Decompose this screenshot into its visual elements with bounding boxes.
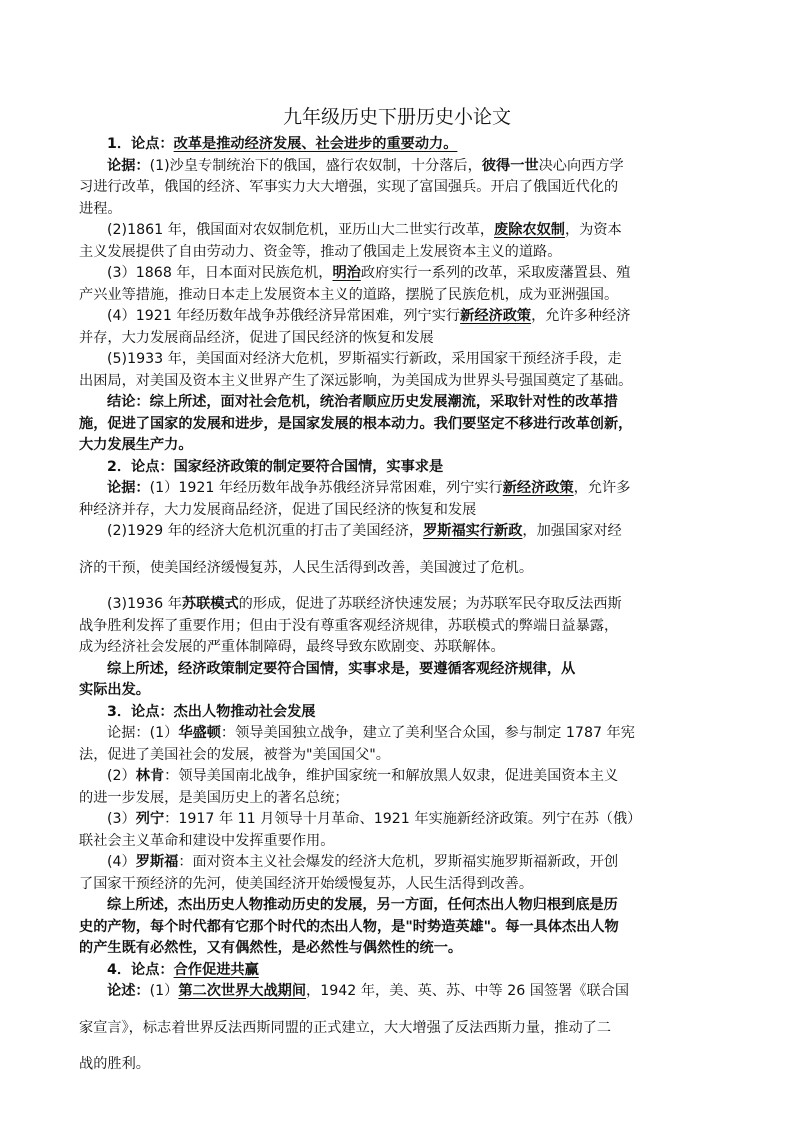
s1-evidence-4-line-1: (4）1921 年经历数年战争苏俄经济异常困难，列宁实行新经济政策，允许多种经济 [107, 308, 631, 324]
s2-evidence-1-line-2: 种经济并存，大力发展商品经济，促进了国民经济的恢复和发展 [79, 501, 477, 518]
s1-evidence-2-line-2: 主义发展提供了自由劳动力、资金等，推动了俄国走上发展资本主义的道路。 [79, 243, 562, 260]
section-3-heading: 3．论点：杰出人物推动社会发展 [107, 703, 316, 720]
s1-evidence-3-line-2: 产兴业等措施，推动日本走上发展资本主义的道路，摆脱了民族危机，成为亚洲强国。 [79, 286, 619, 303]
paragraph-gap [79, 1039, 724, 1054]
s1-conclusion-line-1: 结论：综上所述，面对社会危机，统治者顺应历史发展潮流，采取针对性的改革措 [107, 394, 618, 410]
paragraph-gap [79, 543, 724, 558]
s1-evidence-1-line-3: 进程。 [79, 200, 122, 217]
s2-conclusion-line-2: 实际出发。 [79, 682, 150, 698]
s1-evidence-1-line-1: 论据：(1)沙皇专制统治下的俄国，盛行农奴制，十分落后，彼得一世决心向西方学 [107, 157, 624, 174]
s4-evidence-1-line-2: 家宣言》，标志着世界反法西斯同盟的正式建立，大大增强了反法西斯力量，推动了二 [79, 1019, 612, 1036]
s2-conclusion-line-1: 综上所述，经济政策制定要符合国情，实事求是，要遵循客观经济规律，从 [107, 660, 576, 677]
s1-evidence-5-line-1: (5)1933 年，美国面对经济大危机，罗斯福实行新政，采用国家干预经济手段，走 [107, 351, 622, 367]
s3-evidence-1-line-1: 论据：(1）华盛顿：领导美国独立战争，建立了美利坚合众国，参与制定 1787 年宪 [107, 725, 635, 741]
s1-conclusion-line-2: 施，促进了国家的发展和进步，是国家发展的根本动力。我们要坚定不移进行改革创新， [79, 415, 633, 432]
s1-evidence-4-line-2: 并存，大力发展商品经济，促进了国民经济的恢复和发展 [79, 329, 434, 346]
s2-evidence-1-line-1: 论据：(1）1921 年经历数年战争苏俄经济异常困难，列宁实行新经济政策，允许多 [107, 480, 631, 496]
s3-conclusion-line-2: 史的产物，每个时代都有它那个时代的杰出人物，是"时势造英雄"。每一具体杰出人物 [79, 918, 619, 935]
s3-conclusion-line-1: 综上所述，杰出历史人物推动历史的发展，另一方面，任何杰出人物归根到底是历 [107, 897, 618, 913]
section-1-heading: 1．论点：改革是推动经济发展、社会进步的重要动力。 [107, 136, 458, 152]
paragraph-gap [79, 1003, 724, 1018]
s1-conclusion-line-3: 大力发展生产力。 [79, 437, 193, 453]
s2-evidence-3-line-3: 成为经济社会发展的严重体制障碍，最终导致东欧剧变、苏联解体。 [79, 639, 505, 655]
s1-evidence-2-line-1: (2)1861 年，俄国面对农奴制危机，亚历山大二世实行改革，废除农奴制，为资本 [107, 222, 622, 238]
s4-evidence-1-line-3: 战的胜利。 [79, 1056, 150, 1072]
s1-evidence-3-line-1: (3）1868 年，日本面对民族危机，明治政府实行一系列的改革，采取废藩置县、殖 [107, 265, 631, 281]
paragraph-gap [79, 579, 724, 594]
essay-body [79, 134, 724, 1076]
s3-evidence-3-line-1: (3）列宁：1917 年 11 月领导十月革命、1921 年实施新经济政策。列宁在苏（俄） [107, 811, 642, 827]
s3-evidence-3-line-2: 联社会主义革命和建设中发挥重要作用。 [79, 832, 335, 849]
s3-evidence-1-line-2: 法，促进了美国社会的发展，被誉为"美国国父"。 [79, 746, 390, 763]
s1-evidence-1-line-2: 习进行改革，俄国的经济、军事实力大大增强，实现了富国强兵。开启了俄国近代化的 [79, 179, 619, 195]
s2-evidence-3-line-1: (3)1936 年苏联模式的形成，促进了苏联经济快速发展；为苏联军民夺取反法西斯 [107, 596, 622, 612]
section-2-heading: 2．论点：国家经济政策的制定要符合国情，实事求是 [107, 458, 444, 475]
section-4-heading: 4．论点：合作促进共赢 [107, 961, 259, 978]
s3-evidence-2-line-2: 的进一步发展，是美国历史上的著名总统； [79, 789, 349, 806]
s3-evidence-4-line-2: 了国家干预经济的先河，使美国经济开始缓慢复苏，人民生活得到改善。 [79, 875, 534, 892]
s3-evidence-2-line-1: (2）林肯：领导美国南北战争，维护国家统一和解放黑人奴隶，促进美国资本主义 [107, 768, 619, 784]
s3-evidence-4-line-1: (4）罗斯福：面对资本主义社会爆发的经济大危机，罗斯福实施罗斯福新政，开创 [107, 854, 619, 870]
s2-evidence-2-line-2: 济的干预，使美国经济缓慢复苏，人民生活得到改善，美国渡过了危机。 [79, 559, 534, 576]
section-1-claim: 改革是推动经济发展、社会进步的重要动力。 [173, 136, 458, 152]
page-title: 九年级历史下册历史小论文 [282, 106, 511, 128]
s4-evidence-1-line-1: 论述：(1）第二次世界大战期间，1942 年，美、英、苏、中等 26 国签署《联合国 [107, 983, 630, 999]
s2-evidence-2-line-1: (2)1929 年的经济大危机沉重的打击了美国经济，罗斯福实行新政，加强国家对经 [107, 523, 622, 539]
s1-evidence-5-line-2: 出困局，对美国及资本主义世界产生了深远影响，为美国成为世界头号强国奠定了基础。 [79, 372, 633, 389]
s2-evidence-3-line-2: 战争胜利发挥了重要作用；但由于没有尊重客观经济规律，苏联模式的弊端日益暴露， [79, 617, 619, 634]
s3-conclusion-line-3: 的产生既有必然性，又有偶然性，是必然性与偶然性的统一。 [79, 940, 463, 956]
section-4-claim: 合作促进共赢 [173, 961, 259, 978]
